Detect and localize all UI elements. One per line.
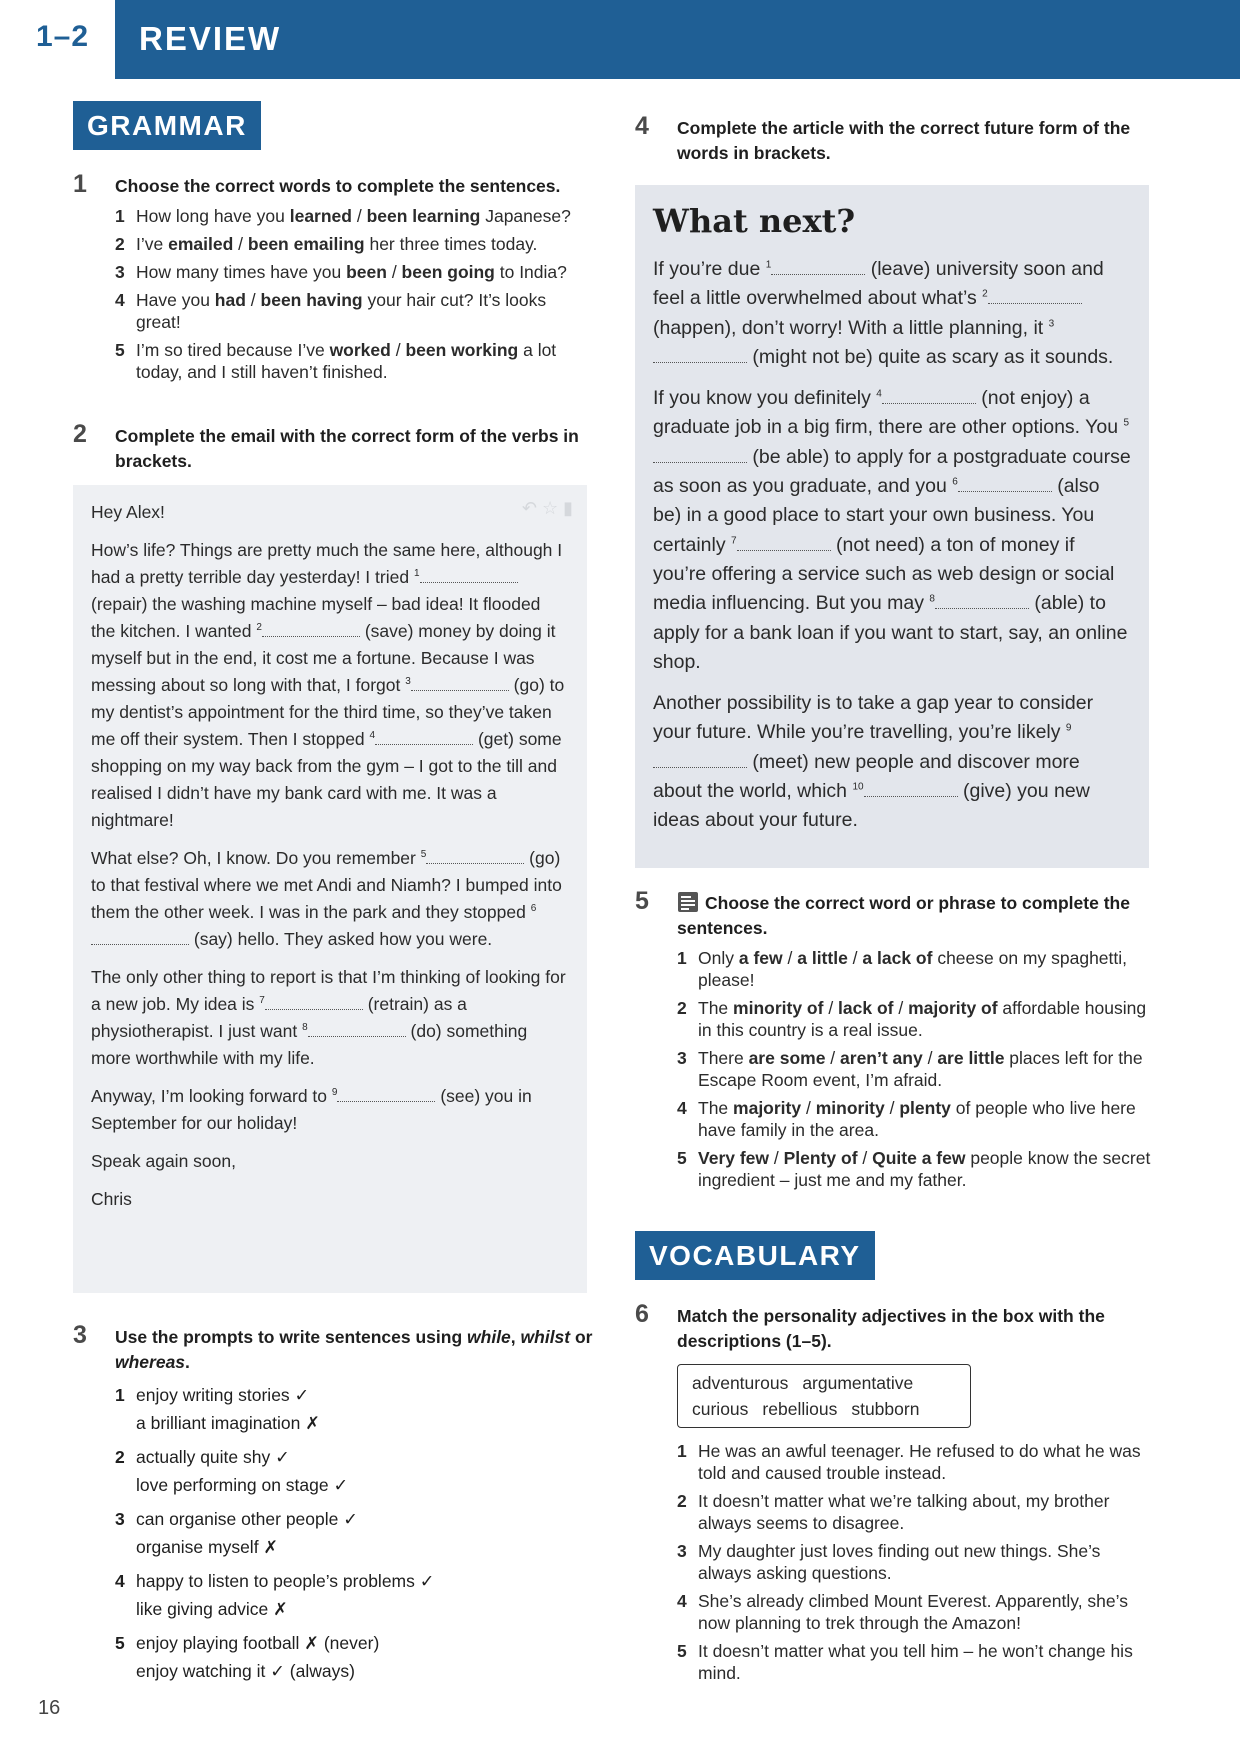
blank-field[interactable] (935, 594, 1029, 609)
list-item: 2 actually quite shy ✓ love performing on stage ✓ (115, 1447, 349, 1495)
blank-field[interactable] (958, 477, 1052, 492)
blank-field[interactable] (411, 676, 509, 691)
section-grammar: GRAMMAR (73, 101, 261, 150)
list-item: 1 Only a few / a little / a lack of cheese on my spaghetti, please! (677, 948, 1128, 990)
option[interactable]: Quite a few (872, 1148, 966, 1168)
header-bar (115, 0, 1240, 79)
article-title: What next? (653, 202, 856, 240)
option[interactable]: had (214, 290, 246, 310)
unit-number: 1–2 (36, 20, 90, 53)
blank-field[interactable] (653, 753, 747, 768)
blank-field[interactable] (375, 730, 473, 745)
option[interactable]: learned (289, 206, 352, 226)
exercise-instruction: Use the prompts to write sentences using while, whilst or whereas. (115, 1327, 593, 1372)
blank-field[interactable] (262, 622, 360, 637)
email-paragraph: What else? Oh, I know. Do you remember $^5$ (go) to that festival where we met Andi and Niamh? I bumped into them the other week. I was in the park and they stopped $^6$ (say) hello. They asked how you were. (91, 848, 562, 949)
blank-field[interactable] (265, 995, 363, 1010)
blank-field[interactable] (337, 1087, 435, 1102)
list-item: 4 happy to listen to people’s problems ✓ like giving advice ✗ (115, 1571, 435, 1619)
blank-field[interactable] (653, 348, 747, 363)
exercise-number: 2 (73, 420, 87, 448)
option[interactable]: emailed (168, 234, 234, 254)
blank-field[interactable] (426, 849, 524, 864)
option[interactable]: been working (405, 340, 519, 360)
item-list (115, 205, 593, 383)
blank-field[interactable] (988, 289, 1082, 304)
exercise-number: 4 (635, 112, 649, 140)
blank-field[interactable] (771, 260, 865, 275)
exercise-number: 1 (73, 170, 87, 198)
list-item: 3 can organise other people ✓ organise myself ✗ (115, 1509, 358, 1557)
option[interactable]: lack of (838, 998, 894, 1018)
email-greeting: Hey Alex! (91, 502, 165, 522)
exercise-3 (73, 1321, 593, 1691)
list-item: 5 It doesn’t matter what you tell him – he won’t change his mind. (677, 1641, 1133, 1683)
list-item: 5 enjoy playing football ✗ (never) enjoy watching it ✓ (always) (115, 1633, 380, 1681)
list-item: 5 Very few / Plenty of / Quite a few people know the secret ingredient – just me and my father. (677, 1148, 1151, 1190)
item-list (677, 947, 1155, 1191)
item-list (677, 1440, 1155, 1684)
exercise-6 (635, 1300, 1155, 1690)
option[interactable]: been having (260, 290, 363, 310)
option[interactable]: Very few (698, 1148, 770, 1168)
blank-field[interactable] (420, 568, 518, 583)
word: argumentative (802, 1373, 914, 1393)
item-list (115, 1381, 593, 1685)
list-item: 3 There are some / aren’t any / are little places left for the Escape Room event, I’m afraid. (677, 1048, 1143, 1090)
option[interactable]: been learning (366, 206, 481, 226)
exercise-instruction: Match the personality adjectives in the box with the descriptions (1–5). (677, 1306, 1105, 1351)
email-paragraph: Anyway, I’m looking forward to $^9$ (see) you in September for our holiday! (91, 1086, 532, 1133)
word: stubborn (851, 1399, 920, 1419)
word-box (677, 1364, 971, 1428)
option[interactable]: a little (797, 948, 848, 968)
list-item: 2 It doesn’t matter what we’re talking about, my brother always seems to disagree. (677, 1491, 1110, 1533)
header-title: REVIEW (139, 20, 282, 57)
article-paragraph: If you know you definitely $^4$ (not enjoy) a graduate job in a big firm, there are other options. You $^5$ (be able) to apply for a postgraduate course as soon as you graduate, and you $^6$ (also be) in a good place to start your own business. You certainly $^7$ (not need) a ton of money if you’re offering a service such as web design or social media influencing. But you may $^8$ (able) to apply for a bank loan if you want to start, say, an online shop. (653, 387, 1131, 673)
exercise-instruction: Choose the correct word or phrase to complete the sentences. (677, 893, 1130, 938)
option[interactable]: been going (401, 262, 495, 282)
option[interactable]: a lack of (862, 948, 933, 968)
email-paragraph: How’s life? Things are pretty much the same here, although I had a pretty terrible day yesterday! I tried $^1$ (repair) the washing machine myself – bad idea! It flooded the kitchen. I wanted $^2$ (save) money by doing it myself but in the end, it cost me a fortune. Because I was messing about so long with that, I forgot $^3$ (go) to my dentist’s appointment for the third time, so they’ve taken me off their system. Then I stopped $^4$ (get) some shopping on my way back from the gym – I got to the till and realised I didn’t have my bank card with me. It was a nightmare! (91, 540, 565, 830)
word: adventurous (692, 1373, 789, 1393)
email-box (73, 485, 587, 1293)
email-signoff: Speak again soon, (91, 1151, 236, 1171)
exercise-number: 3 (73, 1321, 87, 1349)
list-item: 5 I’m so tired because I’ve worked / been working a lot today, and I still haven’t finished. (115, 340, 557, 382)
list-item: 3 How many times have you been / been going to India? (115, 262, 567, 282)
exercise-number: 6 (635, 1300, 649, 1328)
list-item: 4 She’s already climbed Mount Everest. Apparently, she’s now planning to trek through the Amazon! (677, 1591, 1128, 1633)
list-item: 1 enjoy writing stories ✓ a brilliant imagination ✗ (115, 1385, 320, 1433)
exercise-number: 5 (635, 887, 649, 915)
email-paragraph: The only other thing to report is that I’m thinking of looking for a new job. My idea is $^7$ (retrain) as a physiotherapist. I just want $^8$ (do) something more worthwhile with my life. (91, 967, 566, 1068)
option[interactable]: are little (937, 1048, 1005, 1068)
list-item: 2 The minority of / lack of / majority of affordable housing in this country is a real issue. (677, 998, 1147, 1040)
exercise-instruction: Complete the article with the correct future form of the words in brackets. (677, 118, 1131, 163)
exercise-2 (73, 420, 593, 474)
exercise-instruction: Complete the email with the correct form of the verbs in brackets. (115, 426, 579, 471)
email-toolbar-icons: ↶ ☆ ▮ (521, 498, 573, 518)
article-box (635, 185, 1149, 868)
option[interactable]: plenty (899, 1098, 951, 1118)
option[interactable]: been emailing (247, 234, 365, 254)
list-item: 3 My daughter just loves finding out new things. She’s always asking questions. (677, 1541, 1101, 1583)
blank-field[interactable] (864, 782, 958, 797)
option[interactable]: are some (748, 1048, 826, 1068)
word: curious (692, 1399, 749, 1419)
option[interactable]: a few (738, 948, 783, 968)
blank-field[interactable] (653, 448, 747, 463)
option[interactable]: majority of (908, 998, 998, 1018)
option[interactable]: been (346, 262, 387, 282)
list-item: 4 The majority / minority / plenty of people who live here have family in the area. (677, 1098, 1136, 1140)
blank-field[interactable] (882, 389, 976, 404)
list-item: 1 How long have you learned / been learning Japanese? (115, 206, 571, 226)
article-paragraph: If you’re due $^1$ (leave) university soon and feel a little overwhelmed about what’s $^2$ (happen), don’t worry! With a little planning, it $^3$ (might not be) quite as scary as it sounds. (653, 258, 1114, 368)
blank-field[interactable] (308, 1022, 406, 1037)
article-paragraph: Another possibility is to take a gap year to consider your future. While you’re travelling, you’re likely $^9$ (meet) new people and discover more about the world, which $^{10}$ (give) you new ideas about your future. (653, 692, 1094, 832)
option[interactable]: aren’t any (840, 1048, 923, 1068)
blank-field[interactable] (737, 536, 831, 551)
section-vocabulary: VOCABULARY (635, 1231, 875, 1280)
exercise-5 (635, 887, 1155, 1197)
page-number: 16 (38, 1697, 61, 1719)
exercise-4 (635, 112, 1155, 166)
workbook-icon (677, 891, 699, 913)
list-item: 2 I’ve emailed / been emailing her three times today. (115, 234, 538, 254)
blank-field[interactable] (91, 930, 189, 945)
list-item: 4 Have you had / been having your hair cut? It’s looks great! (115, 290, 547, 332)
exercise-1 (73, 170, 593, 389)
email-signature: Chris (91, 1189, 132, 1209)
option[interactable]: Plenty of (783, 1148, 858, 1168)
option[interactable]: majority (733, 1098, 802, 1118)
option[interactable]: minority (815, 1098, 885, 1118)
option[interactable]: minority of (733, 998, 824, 1018)
option[interactable]: worked (329, 340, 391, 360)
list-item: 1 He was an awful teenager. He refused to do what he was told and caused trouble instead. (677, 1441, 1141, 1483)
word: rebellious (762, 1399, 838, 1419)
exercise-instruction: Choose the correct words to complete the sentences. (115, 176, 561, 196)
